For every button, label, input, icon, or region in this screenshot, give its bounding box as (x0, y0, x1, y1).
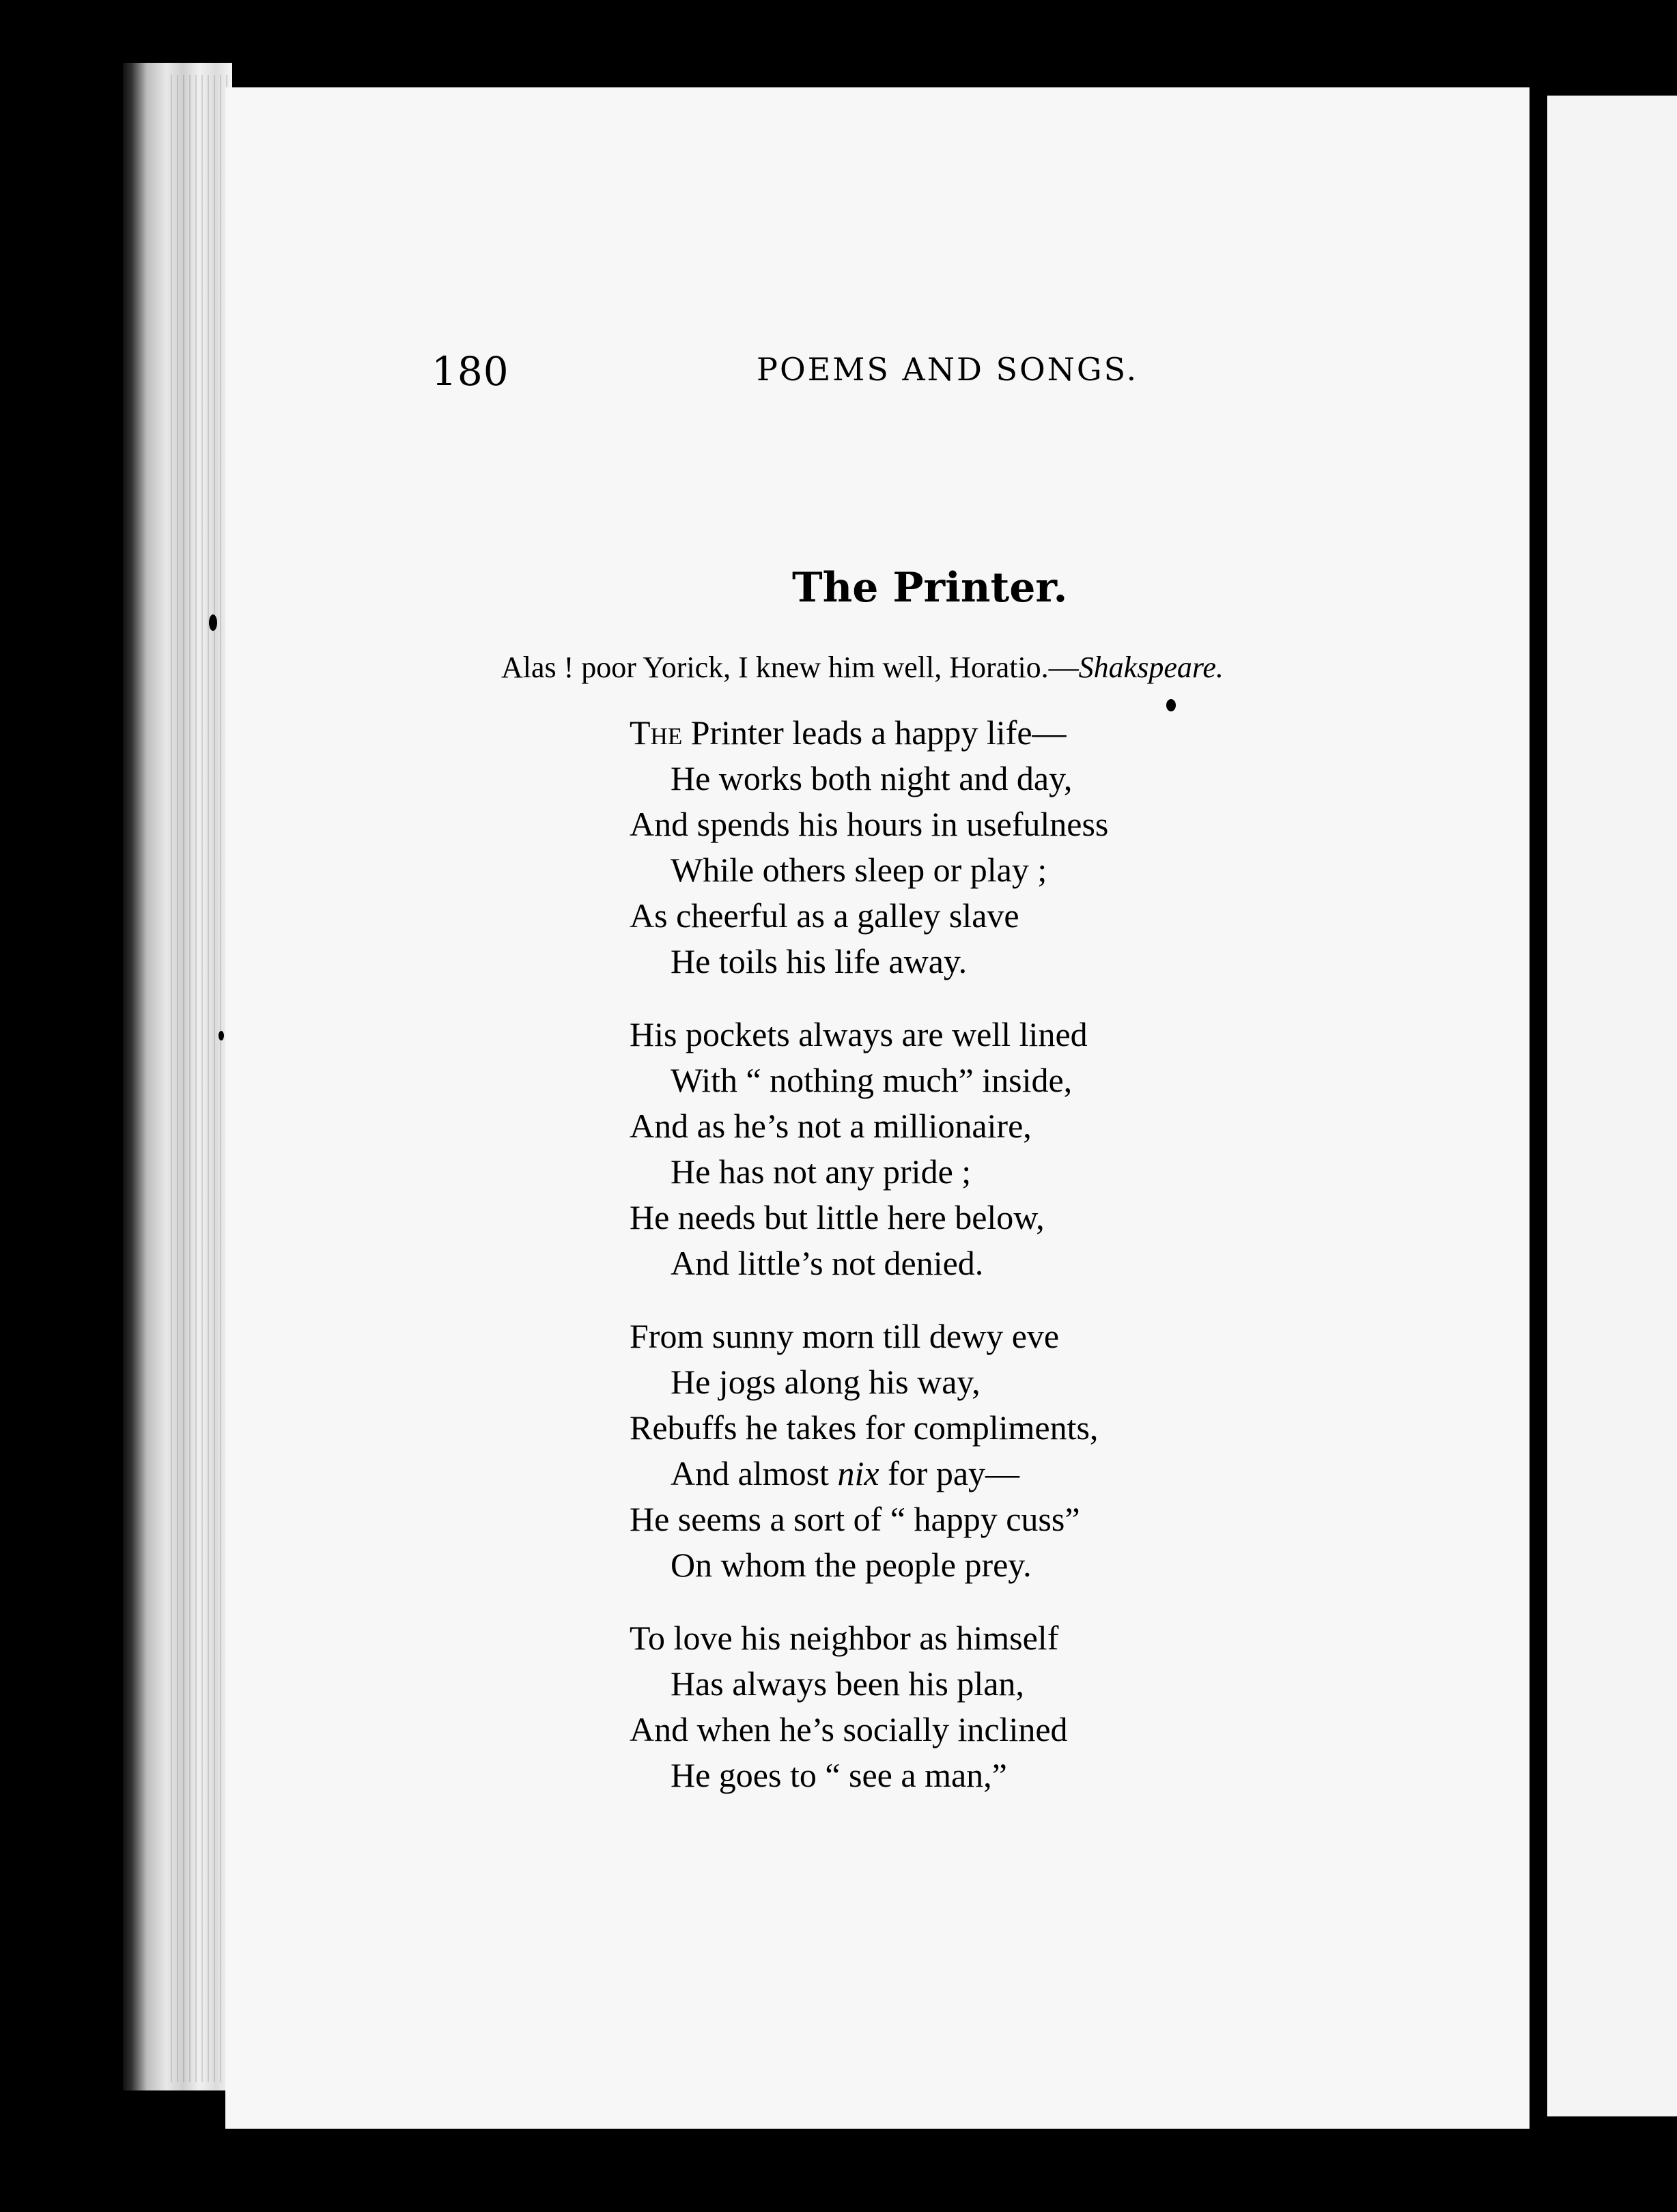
first-word: The (630, 713, 683, 752)
poem-line: He toils his life away. (671, 942, 968, 980)
poem-line: On whom the people prey. (671, 1546, 1032, 1584)
epigraph-quote: Alas ! poor Yorick, I knew him well, Horatio.— (501, 651, 1079, 684)
poem-line: While others sleep or play ; (671, 851, 1047, 889)
epigraph-attribution: Shakspeare. (1078, 651, 1224, 684)
poem-line: And little’s not denied. (671, 1244, 984, 1282)
poem-body (630, 710, 1108, 1826)
first-line-rest: Printer leads a happy life— (682, 713, 1067, 752)
poem-line: And as he’s not a millionaire, (630, 1107, 1032, 1145)
page-edge-lines (171, 75, 232, 2082)
poem-line: And when he’s socially inclined (630, 1710, 1068, 1748)
stanza-1 (630, 710, 1108, 984)
ink-speck (1166, 699, 1176, 711)
poem-line: Has always been his plan, (671, 1664, 1024, 1703)
poem-line: With “ nothing much” inside, (671, 1061, 1073, 1099)
poem-line: He has not any pride ; (671, 1152, 972, 1191)
poem-line: He seems a sort of “ happy cuss” (630, 1500, 1080, 1538)
stanza-2 (630, 1012, 1108, 1286)
ink-speck (209, 614, 217, 631)
poem-line: He jogs along his way, (671, 1363, 981, 1401)
poem-title: The Printer. (792, 564, 1068, 612)
stanza-4 (630, 1615, 1108, 1798)
line-start: And almost (671, 1454, 838, 1492)
poem-line: And spends his hours in usefulness (630, 805, 1109, 843)
poem-line: He goes to “ see a man,” (671, 1756, 1007, 1794)
line-end: for pay— (879, 1454, 1020, 1492)
poem-line: To love his neighbor as himself (630, 1619, 1059, 1657)
running-head: POEMS AND SONGS. (757, 351, 1139, 388)
poem-line: His pockets always are well lined (630, 1015, 1088, 1053)
epigraph (501, 650, 1224, 685)
poem-line: Rebuffs he takes for compliments, (630, 1408, 1099, 1447)
page-number: 180 (432, 348, 509, 395)
poem-line (630, 710, 1108, 756)
italic-word: nix (837, 1454, 879, 1492)
stanza-3 (630, 1314, 1108, 1588)
facing-page-edge (1530, 96, 1677, 2116)
poem-line (630, 1451, 1108, 1497)
poem-line: As cheerful as a galley slave (630, 896, 1019, 935)
poem-line: From sunny morn till dewy eve (630, 1317, 1060, 1355)
poem-line: He works both night and day, (671, 759, 1073, 797)
ink-speck (219, 1031, 224, 1040)
poem-line: He needs but little here below, (630, 1198, 1045, 1236)
